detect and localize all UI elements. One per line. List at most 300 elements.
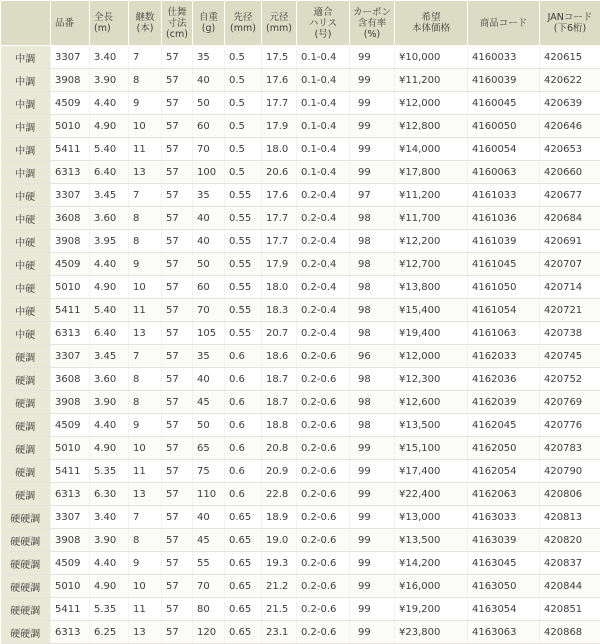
butt-diameter-cell: 17.5 xyxy=(262,46,297,69)
butt-diameter-cell: 17.7 xyxy=(262,92,297,115)
item-number-cell: 6313 xyxy=(51,621,90,644)
closed-length-cell: 57 xyxy=(162,391,193,414)
carbon-content-cell: 99 xyxy=(350,92,395,115)
carbon-content-cell: 98 xyxy=(350,276,395,299)
product-code-cell: 4162033 xyxy=(468,345,540,368)
butt-diameter-cell: 17.6 xyxy=(262,184,297,207)
weight-cell: 100 xyxy=(193,161,225,184)
carbon-content-cell: 99 xyxy=(350,529,395,552)
closed-length-cell: 57 xyxy=(162,368,193,391)
item-number-cell: 3908 xyxy=(51,69,90,92)
carbon-content-cell: 98 xyxy=(350,253,395,276)
table-row xyxy=(1,115,600,138)
type-cell: 中調 xyxy=(1,92,51,115)
weight-cell: 60 xyxy=(193,276,225,299)
weight-cell: 35 xyxy=(193,184,225,207)
jan-code-cell: 420639 xyxy=(540,92,600,115)
jan-code-cell: 420783 xyxy=(540,437,600,460)
product-code-cell: 4161033 xyxy=(468,184,540,207)
product-code-cell: 4161050 xyxy=(468,276,540,299)
table-row xyxy=(1,92,600,115)
product-code-header: 商品コード xyxy=(468,1,540,46)
length-cell: 4.40 xyxy=(90,414,129,437)
sections-cell: 8 xyxy=(129,69,162,92)
product-code-cell: 4162054 xyxy=(468,460,540,483)
jan-code-cell: 420851 xyxy=(540,598,600,621)
price-cell: ¥17,800 xyxy=(395,161,468,184)
tip-diameter-cell: 0.55 xyxy=(225,184,262,207)
closed-length-cell: 57 xyxy=(162,46,193,69)
line-rating-cell: 0.2-0.4 xyxy=(297,207,350,230)
butt-diameter-cell: 21.2 xyxy=(262,575,297,598)
sections-cell: 13 xyxy=(129,621,162,644)
weight-header: 自重 (g) xyxy=(193,1,225,46)
closed-length-cell: 57 xyxy=(162,322,193,345)
line-rating-cell: 0.1-0.4 xyxy=(297,92,350,115)
length-cell: 3.60 xyxy=(90,368,129,391)
type-cell: 中硬 xyxy=(1,299,51,322)
weight-cell: 40 xyxy=(193,207,225,230)
line-rating-cell: 0.2-0.6 xyxy=(297,460,350,483)
tip-diameter-cell: 0.6 xyxy=(225,414,262,437)
tip-diameter-cell: 0.6 xyxy=(225,391,262,414)
tip-diameter-cell: 0.5 xyxy=(225,161,262,184)
butt-diameter-cell: 17.7 xyxy=(262,207,297,230)
tip-diameter-cell: 0.55 xyxy=(225,230,262,253)
item-number-cell: 6313 xyxy=(51,322,90,345)
closed-length-cell: 57 xyxy=(162,460,193,483)
type-header xyxy=(1,1,51,46)
type-cell: 硬調 xyxy=(1,414,51,437)
product-code-cell: 4160039 xyxy=(468,69,540,92)
length-cell: 3.40 xyxy=(90,46,129,69)
line-rating-cell: 0.2-0.6 xyxy=(297,598,350,621)
closed-length-cell: 57 xyxy=(162,506,193,529)
closed-length-cell: 57 xyxy=(162,345,193,368)
carbon-content-cell: 99 xyxy=(350,161,395,184)
carbon-content-cell: 99 xyxy=(350,138,395,161)
table-row xyxy=(1,598,600,621)
table-row xyxy=(1,483,600,506)
butt-diameter-cell: 18.3 xyxy=(262,299,297,322)
type-cell: 中硬 xyxy=(1,253,51,276)
product-code-cell: 4163054 xyxy=(468,598,540,621)
line-rating-cell: 0.2-0.4 xyxy=(297,299,350,322)
carbon-content-cell: 97 xyxy=(350,184,395,207)
weight-cell: 70 xyxy=(193,575,225,598)
price-cell: ¥15,400 xyxy=(395,299,468,322)
sections-cell: 10 xyxy=(129,437,162,460)
line-rating-cell: 0.2-0.6 xyxy=(297,391,350,414)
type-cell: 中硬 xyxy=(1,207,51,230)
price-cell: ¥13,800 xyxy=(395,276,468,299)
line-rating-cell: 0.2-0.6 xyxy=(297,414,350,437)
item-number-cell: 5010 xyxy=(51,437,90,460)
carbon-content-cell: 99 xyxy=(350,483,395,506)
jan-code-cell: 420691 xyxy=(540,230,600,253)
jan-code-cell: 420769 xyxy=(540,391,600,414)
carbon-content-cell: 99 xyxy=(350,575,395,598)
item-number-cell: 4509 xyxy=(51,253,90,276)
closed-length-cell: 57 xyxy=(162,414,193,437)
closed-length-cell: 57 xyxy=(162,552,193,575)
type-cell: 中硬 xyxy=(1,184,51,207)
weight-cell: 45 xyxy=(193,529,225,552)
carbon-content-cell: 99 xyxy=(350,69,395,92)
tip-diameter-cell: 0.5 xyxy=(225,138,262,161)
butt-diameter-cell: 18.9 xyxy=(262,506,297,529)
sections-cell: 7 xyxy=(129,345,162,368)
butt-diameter-cell: 17.7 xyxy=(262,230,297,253)
type-cell: 硬調 xyxy=(1,483,51,506)
table-row xyxy=(1,368,600,391)
jan-code-cell: 420646 xyxy=(540,115,600,138)
butt-diameter-cell: 21.5 xyxy=(262,598,297,621)
product-code-cell: 4161063 xyxy=(468,322,540,345)
butt-diameter-cell: 19.3 xyxy=(262,552,297,575)
butt-diameter-cell: 18.0 xyxy=(262,138,297,161)
jan-code-cell: 420790 xyxy=(540,460,600,483)
product-code-cell: 4163039 xyxy=(468,529,540,552)
length-cell: 3.95 xyxy=(90,230,129,253)
price-cell: ¥12,800 xyxy=(395,115,468,138)
jan-code-cell: 420837 xyxy=(540,552,600,575)
product-code-cell: 4160033 xyxy=(468,46,540,69)
length-cell: 6.30 xyxy=(90,483,129,506)
table-row xyxy=(1,414,600,437)
price-cell: ¥14,200 xyxy=(395,552,468,575)
weight-cell: 105 xyxy=(193,322,225,345)
type-cell: 中調 xyxy=(1,69,51,92)
jan-code-cell: 420653 xyxy=(540,138,600,161)
item-number-cell: 4509 xyxy=(51,414,90,437)
table-row xyxy=(1,207,600,230)
item-number-cell: 5411 xyxy=(51,299,90,322)
length-cell: 6.40 xyxy=(90,161,129,184)
table-row xyxy=(1,322,600,345)
product-code-cell: 4162063 xyxy=(468,483,540,506)
closed-length-cell: 57 xyxy=(162,184,193,207)
table-row xyxy=(1,184,600,207)
item-number-cell: 5010 xyxy=(51,575,90,598)
weight-cell: 120 xyxy=(193,621,225,644)
sections-cell: 13 xyxy=(129,161,162,184)
weight-cell: 70 xyxy=(193,138,225,161)
jan-code-cell: 420738 xyxy=(540,322,600,345)
table-row xyxy=(1,460,600,483)
sections-header: 継数 (本) xyxy=(129,1,162,46)
table-row xyxy=(1,506,600,529)
length-cell: 4.40 xyxy=(90,552,129,575)
carbon-content-cell: 99 xyxy=(350,598,395,621)
length-cell: 5.40 xyxy=(90,138,129,161)
butt-diameter-cell: 17.9 xyxy=(262,253,297,276)
price-cell: ¥12,700 xyxy=(395,253,468,276)
sections-cell: 9 xyxy=(129,253,162,276)
price-cell: ¥17,400 xyxy=(395,460,468,483)
line-rating-cell: 0.1-0.4 xyxy=(297,161,350,184)
jan-code-cell: 420844 xyxy=(540,575,600,598)
butt-diameter-cell: 18.0 xyxy=(262,276,297,299)
product-code-cell: 4163063 xyxy=(468,621,540,644)
closed-length-cell: 57 xyxy=(162,207,193,230)
tip-diameter-cell: 0.5 xyxy=(225,69,262,92)
item-number-cell: 3608 xyxy=(51,207,90,230)
sections-cell: 10 xyxy=(129,575,162,598)
length-cell: 6.25 xyxy=(90,621,129,644)
price-cell: ¥19,400 xyxy=(395,322,468,345)
line-rating-cell: 0.2-0.4 xyxy=(297,322,350,345)
length-cell: 5.40 xyxy=(90,299,129,322)
length-cell: 3.45 xyxy=(90,345,129,368)
jan-code-cell: 420820 xyxy=(540,529,600,552)
table-row xyxy=(1,161,600,184)
type-cell: 硬硬調 xyxy=(1,506,51,529)
jan-code-cell: 420868 xyxy=(540,621,600,644)
closed-length-cell: 57 xyxy=(162,253,193,276)
sections-cell: 9 xyxy=(129,552,162,575)
weight-cell: 40 xyxy=(193,230,225,253)
weight-cell: 50 xyxy=(193,253,225,276)
closed-length-cell: 57 xyxy=(162,138,193,161)
tip-diameter-cell: 0.55 xyxy=(225,253,262,276)
table-row xyxy=(1,391,600,414)
product-code-cell: 4161036 xyxy=(468,207,540,230)
line-rating-cell: 0.2-0.6 xyxy=(297,575,350,598)
closed-length-header: 仕舞 寸法 (cm) xyxy=(162,1,193,46)
length-cell: 4.40 xyxy=(90,253,129,276)
price-cell: ¥23,800 xyxy=(395,621,468,644)
tip-diameter-header: 先径 (mm) xyxy=(225,1,262,46)
carbon-content-cell: 99 xyxy=(350,621,395,644)
tip-diameter-cell: 0.5 xyxy=(225,92,262,115)
jan-code-cell: 420721 xyxy=(540,299,600,322)
jan-code-cell: 420813 xyxy=(540,506,600,529)
closed-length-cell: 57 xyxy=(162,598,193,621)
butt-diameter-cell: 17.6 xyxy=(262,69,297,92)
item-number-header: 品番 xyxy=(51,1,90,46)
tip-diameter-cell: 0.5 xyxy=(225,115,262,138)
product-code-cell: 4163045 xyxy=(468,552,540,575)
sections-cell: 11 xyxy=(129,299,162,322)
type-cell: 中調 xyxy=(1,138,51,161)
price-cell: ¥13,500 xyxy=(395,414,468,437)
type-cell: 硬調 xyxy=(1,391,51,414)
product-code-cell: 4162045 xyxy=(468,414,540,437)
butt-diameter-cell: 20.9 xyxy=(262,460,297,483)
butt-diameter-cell: 18.7 xyxy=(262,368,297,391)
tip-diameter-cell: 0.55 xyxy=(225,322,262,345)
table-row xyxy=(1,345,600,368)
type-cell: 硬硬調 xyxy=(1,575,51,598)
item-number-cell: 3307 xyxy=(51,46,90,69)
carbon-content-header: カーボン 含有率 (%) xyxy=(350,1,395,46)
length-cell: 3.90 xyxy=(90,529,129,552)
item-number-cell: 4509 xyxy=(51,92,90,115)
price-cell: ¥11,200 xyxy=(395,184,468,207)
closed-length-cell: 57 xyxy=(162,621,193,644)
tip-diameter-cell: 0.65 xyxy=(225,552,262,575)
closed-length-cell: 57 xyxy=(162,115,193,138)
line-rating-cell: 0.2-0.6 xyxy=(297,552,350,575)
tip-diameter-cell: 0.55 xyxy=(225,299,262,322)
carbon-content-cell: 99 xyxy=(350,115,395,138)
carbon-content-cell: 98 xyxy=(350,230,395,253)
weight-cell: 50 xyxy=(193,92,225,115)
table-header xyxy=(1,1,600,46)
price-cell: ¥11,200 xyxy=(395,69,468,92)
carbon-content-cell: 98 xyxy=(350,414,395,437)
length-cell: 5.35 xyxy=(90,460,129,483)
closed-length-cell: 57 xyxy=(162,483,193,506)
closed-length-cell: 57 xyxy=(162,299,193,322)
sections-cell: 7 xyxy=(129,184,162,207)
weight-cell: 65 xyxy=(193,437,225,460)
line-rating-cell: 0.2-0.6 xyxy=(297,345,350,368)
item-number-cell: 3307 xyxy=(51,506,90,529)
line-rating-cell: 0.2-0.6 xyxy=(297,483,350,506)
butt-diameter-cell: 18.6 xyxy=(262,345,297,368)
jan-code-cell: 420745 xyxy=(540,345,600,368)
butt-diameter-cell: 18.7 xyxy=(262,391,297,414)
closed-length-cell: 57 xyxy=(162,161,193,184)
carbon-content-cell: 99 xyxy=(350,46,395,69)
weight-cell: 40 xyxy=(193,506,225,529)
jan-code-cell: 420615 xyxy=(540,46,600,69)
item-number-cell: 5010 xyxy=(51,115,90,138)
weight-cell: 40 xyxy=(193,69,225,92)
tip-diameter-cell: 0.6 xyxy=(225,483,262,506)
product-code-cell: 4161045 xyxy=(468,253,540,276)
line-rating-cell: 0.2-0.4 xyxy=(297,230,350,253)
table-row xyxy=(1,253,600,276)
product-code-cell: 4161054 xyxy=(468,299,540,322)
butt-diameter-cell: 23.1 xyxy=(262,621,297,644)
closed-length-cell: 57 xyxy=(162,437,193,460)
length-header: 全長 (m) xyxy=(90,1,129,46)
item-number-cell: 3307 xyxy=(51,345,90,368)
weight-cell: 60 xyxy=(193,115,225,138)
weight-cell: 35 xyxy=(193,46,225,69)
line-rating-cell: 0.2-0.6 xyxy=(297,529,350,552)
product-code-cell: 4162036 xyxy=(468,368,540,391)
tip-diameter-cell: 0.65 xyxy=(225,598,262,621)
sections-cell: 13 xyxy=(129,322,162,345)
butt-diameter-cell: 19.0 xyxy=(262,529,297,552)
sections-cell: 8 xyxy=(129,368,162,391)
price-cell: ¥16,000 xyxy=(395,575,468,598)
weight-cell: 35 xyxy=(193,345,225,368)
sections-cell: 10 xyxy=(129,276,162,299)
closed-length-cell: 57 xyxy=(162,575,193,598)
item-number-cell: 3608 xyxy=(51,368,90,391)
item-number-cell: 3908 xyxy=(51,230,90,253)
item-number-cell: 5411 xyxy=(51,460,90,483)
type-cell: 硬調 xyxy=(1,460,51,483)
product-code-cell: 4160054 xyxy=(468,138,540,161)
length-cell: 3.45 xyxy=(90,184,129,207)
sections-cell: 8 xyxy=(129,391,162,414)
jan-code-cell: 420677 xyxy=(540,184,600,207)
type-cell: 硬硬調 xyxy=(1,529,51,552)
carbon-content-cell: 99 xyxy=(350,506,395,529)
table-row xyxy=(1,138,600,161)
carbon-content-cell: 98 xyxy=(350,391,395,414)
length-cell: 4.40 xyxy=(90,92,129,115)
line-rating-cell: 0.2-0.6 xyxy=(297,506,350,529)
weight-cell: 45 xyxy=(193,391,225,414)
line-rating-cell: 0.1-0.4 xyxy=(297,46,350,69)
sections-cell: 11 xyxy=(129,598,162,621)
sections-cell: 9 xyxy=(129,414,162,437)
line-rating-cell: 0.1-0.4 xyxy=(297,138,350,161)
table-row xyxy=(1,552,600,575)
type-cell: 硬調 xyxy=(1,368,51,391)
line-rating-cell: 0.2-0.4 xyxy=(297,276,350,299)
type-cell: 中硬 xyxy=(1,230,51,253)
type-cell: 硬調 xyxy=(1,345,51,368)
type-cell: 硬硬調 xyxy=(1,598,51,621)
tip-diameter-cell: 0.55 xyxy=(225,276,262,299)
butt-diameter-cell: 17.9 xyxy=(262,115,297,138)
type-cell: 中調 xyxy=(1,115,51,138)
sections-cell: 10 xyxy=(129,115,162,138)
tip-diameter-cell: 0.65 xyxy=(225,621,262,644)
table-row xyxy=(1,575,600,598)
table-row xyxy=(1,69,600,92)
tip-diameter-cell: 0.65 xyxy=(225,506,262,529)
butt-diameter-cell: 18.8 xyxy=(262,414,297,437)
tip-diameter-cell: 0.55 xyxy=(225,207,262,230)
jan-code-header: JANコード (下6桁) xyxy=(540,1,600,46)
item-number-cell: 4509 xyxy=(51,552,90,575)
product-code-cell: 4162050 xyxy=(468,437,540,460)
price-cell: ¥12,000 xyxy=(395,92,468,115)
tip-diameter-cell: 0.65 xyxy=(225,575,262,598)
product-code-cell: 4161039 xyxy=(468,230,540,253)
price-cell: ¥15,100 xyxy=(395,437,468,460)
butt-diameter-cell: 22.8 xyxy=(262,483,297,506)
weight-cell: 50 xyxy=(193,414,225,437)
type-cell: 中硬 xyxy=(1,322,51,345)
carbon-content-cell: 99 xyxy=(350,552,395,575)
item-number-cell: 3908 xyxy=(51,529,90,552)
weight-cell: 110 xyxy=(193,483,225,506)
weight-cell: 55 xyxy=(193,552,225,575)
weight-cell: 80 xyxy=(193,598,225,621)
price-header: 希望 本体価格 xyxy=(395,1,468,46)
length-cell: 5.35 xyxy=(90,598,129,621)
price-cell: ¥12,200 xyxy=(395,230,468,253)
tip-diameter-cell: 0.6 xyxy=(225,460,262,483)
type-cell: 硬調 xyxy=(1,437,51,460)
jan-code-cell: 420684 xyxy=(540,207,600,230)
price-cell: ¥12,600 xyxy=(395,391,468,414)
item-number-cell: 5010 xyxy=(51,276,90,299)
length-cell: 4.90 xyxy=(90,575,129,598)
item-number-cell: 3908 xyxy=(51,391,90,414)
butt-diameter-header: 元径 (mm) xyxy=(262,1,297,46)
type-cell: 硬硬調 xyxy=(1,621,51,644)
type-cell: 中調 xyxy=(1,46,51,69)
table-row xyxy=(1,621,600,644)
carbon-content-cell: 99 xyxy=(350,437,395,460)
price-cell: ¥10,000 xyxy=(395,46,468,69)
line-rating-cell: 0.2-0.4 xyxy=(297,184,350,207)
sections-cell: 11 xyxy=(129,138,162,161)
product-code-cell: 4160063 xyxy=(468,161,540,184)
sections-cell: 8 xyxy=(129,230,162,253)
